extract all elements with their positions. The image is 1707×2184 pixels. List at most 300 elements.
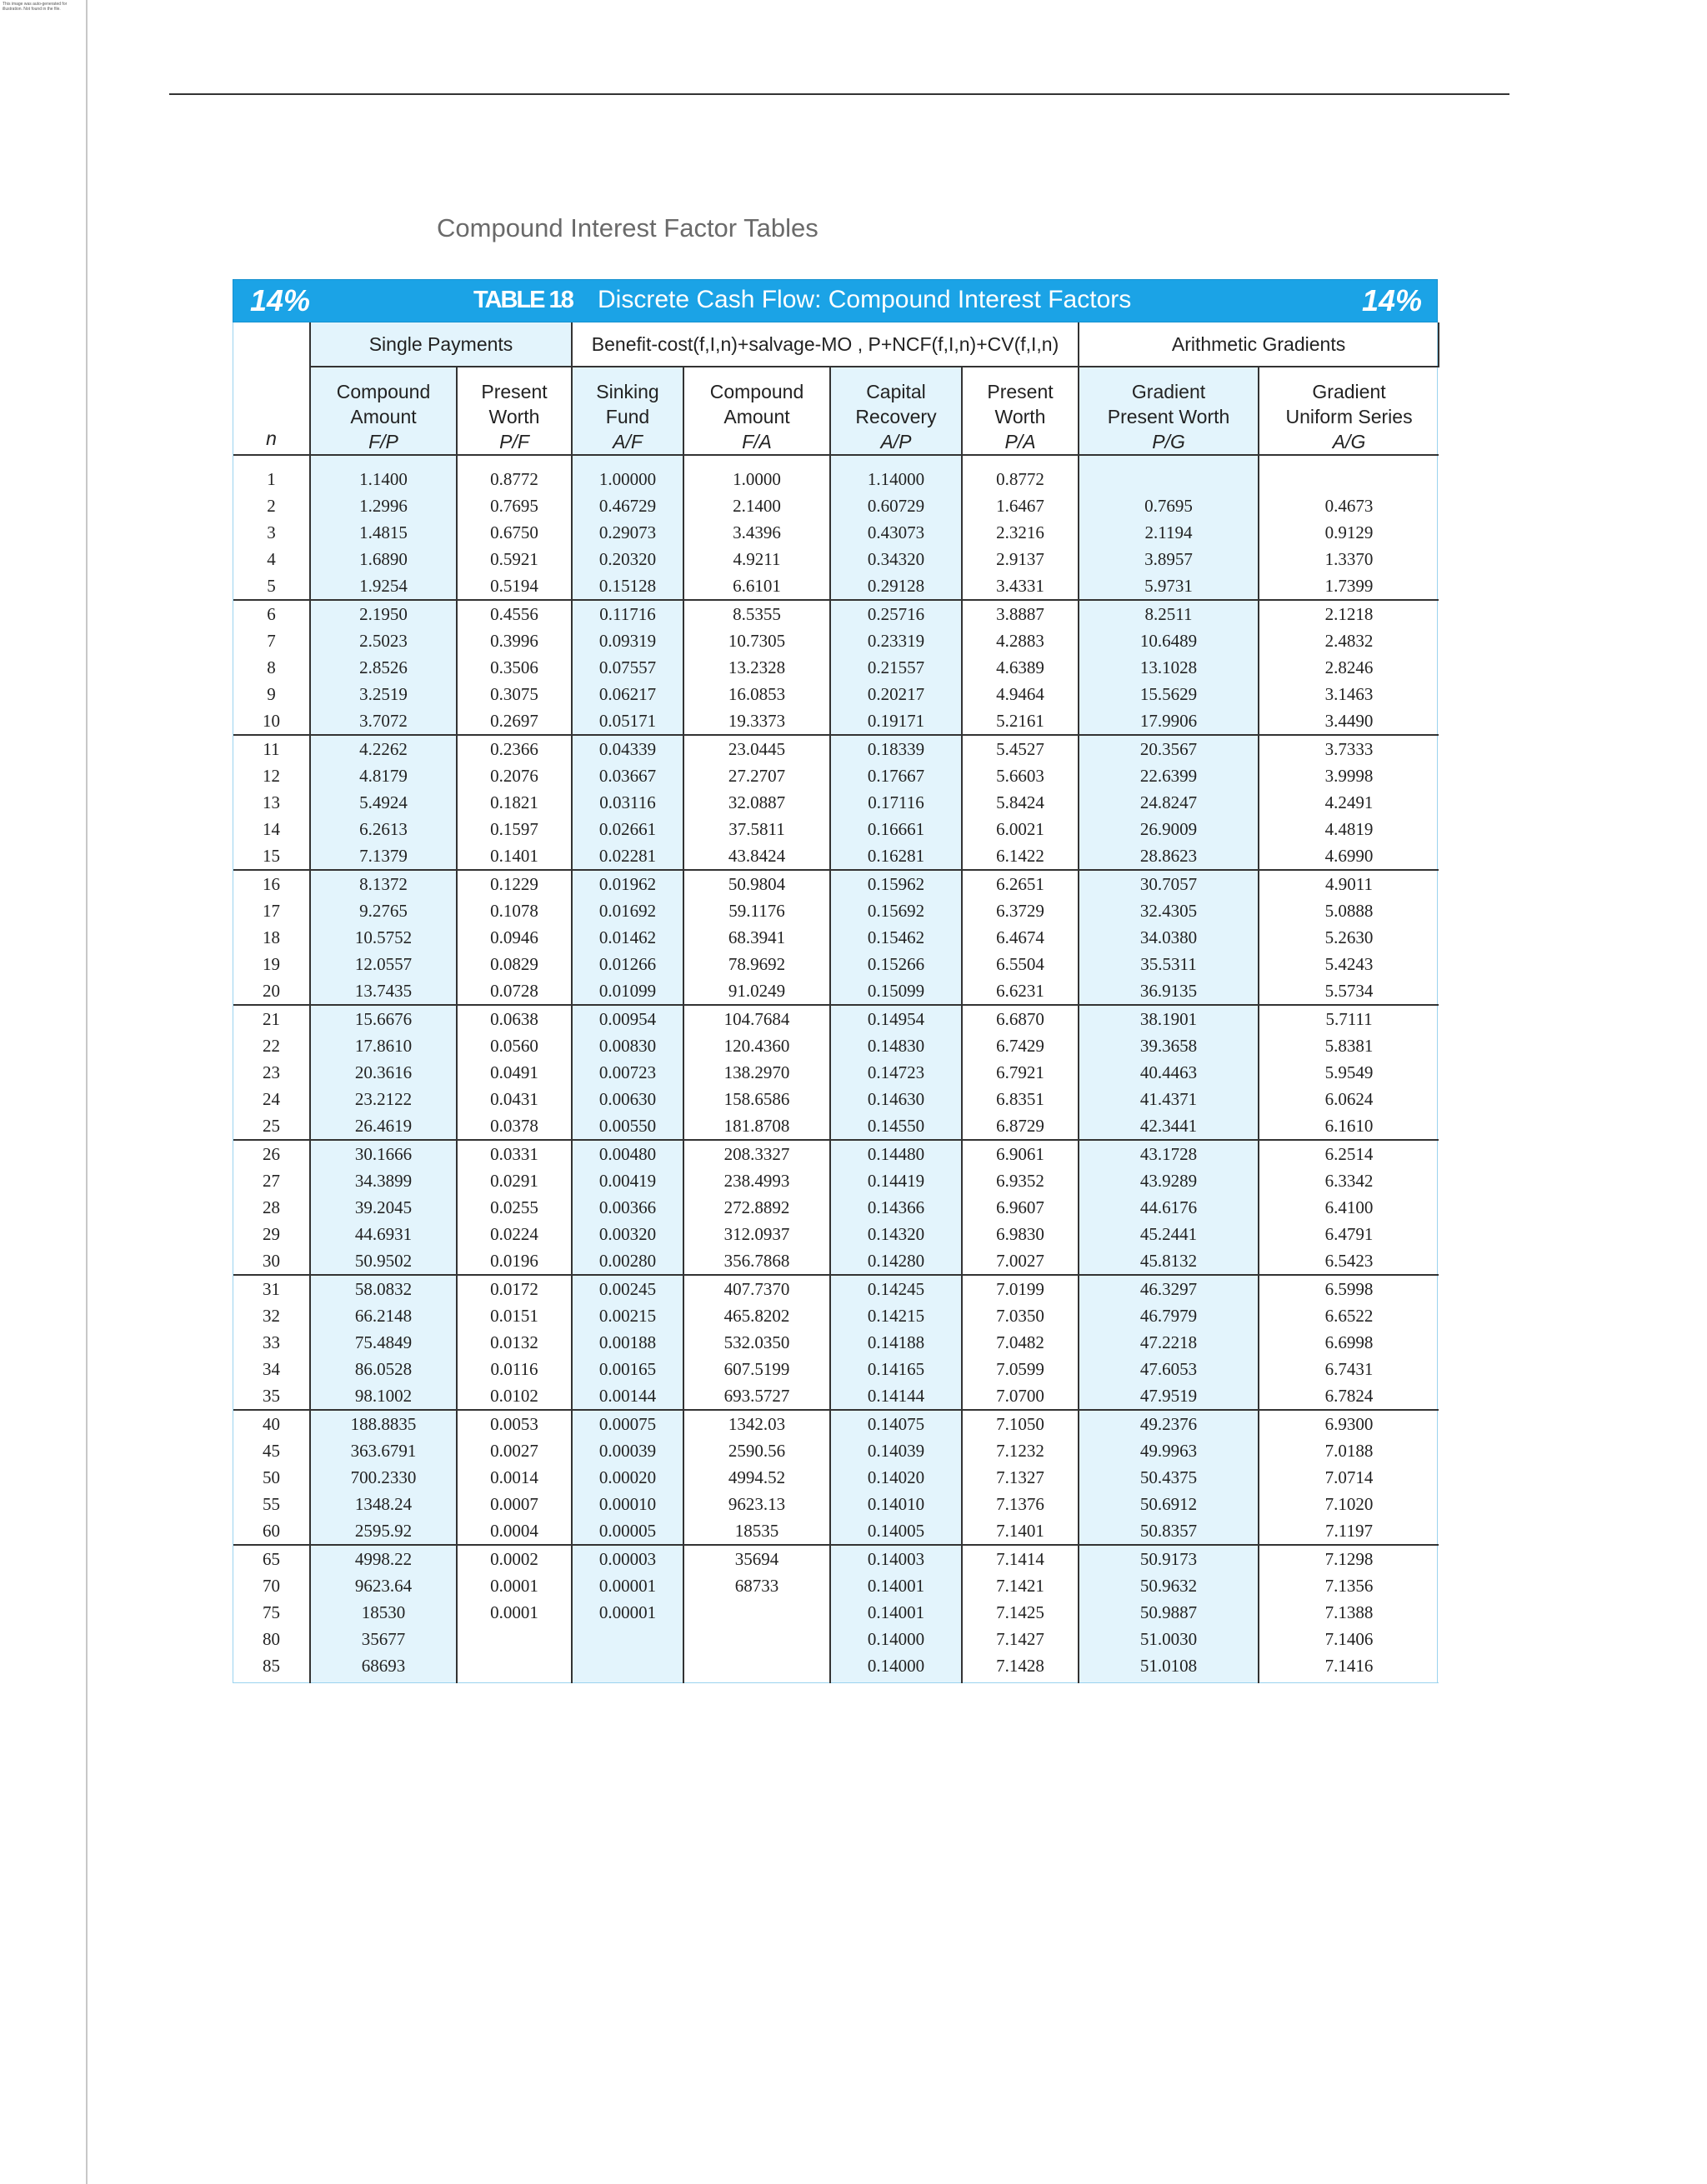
factor-cell: 3.7333 [1259, 735, 1439, 762]
factor-cell: 9623.64 [310, 1572, 457, 1599]
factor-cell: 6.4791 [1259, 1221, 1439, 1247]
factor-cell: 1.2996 [310, 492, 457, 519]
table-row [233, 897, 1439, 924]
factor-symbol: A/F [613, 431, 643, 452]
factor-cell: 0.14320 [830, 1221, 962, 1247]
table-row [233, 870, 1439, 897]
factor-cell: 2590.56 [683, 1437, 830, 1464]
factor-cell: 7.1379 [310, 842, 457, 870]
factor-cell: 0.01266 [572, 951, 683, 977]
factor-cell: 7.1414 [962, 1545, 1079, 1572]
factor-table-container [233, 279, 1438, 1683]
factor-symbol: P/F [499, 431, 529, 452]
factor-cell: 0.1401 [457, 842, 572, 870]
table-row [233, 546, 1439, 572]
factor-cell: 7.1020 [1259, 1491, 1439, 1517]
factor-cell: 208.3327 [683, 1140, 830, 1167]
factor-cell: 24.8247 [1079, 789, 1259, 816]
factor-cell: 68693 [310, 1652, 457, 1683]
factor-cell: 1.0000 [683, 455, 830, 492]
factor-cell: 7.1197 [1259, 1517, 1439, 1545]
factor-cell: 6.2651 [962, 870, 1079, 897]
factor-cell: 6.9607 [962, 1194, 1079, 1221]
factor-cell: 7.1388 [1259, 1599, 1439, 1626]
period-cell: 45 [233, 1437, 310, 1464]
column-header-p-f [457, 367, 572, 455]
column-header-label: Compound [709, 381, 804, 402]
table-row [233, 654, 1439, 681]
factor-cell: 10.7305 [683, 627, 830, 654]
column-header-label: Amount [723, 406, 790, 427]
factor-cell: 6.6231 [962, 977, 1079, 1005]
factor-cell: 0.4673 [1259, 492, 1439, 519]
factor-symbol: F/A [742, 431, 772, 452]
page-heading: Compound Interest Factor Tables [437, 213, 818, 242]
factor-cell: 22.6399 [1079, 762, 1259, 789]
factor-cell: 0.14366 [830, 1194, 962, 1221]
factor-cell: 0.14188 [830, 1329, 962, 1356]
factor-cell: 0.15462 [830, 924, 962, 951]
factor-cell: 35694 [683, 1545, 830, 1572]
factor-cell: 0.14003 [830, 1545, 962, 1572]
table-row [233, 455, 1439, 492]
factor-cell: 50.9632 [1079, 1572, 1259, 1599]
factor-cell: 0.01462 [572, 924, 683, 951]
factor-cell: 34.0380 [1079, 924, 1259, 951]
factor-cell: 66.2148 [310, 1302, 457, 1329]
factor-cell: 2.1218 [1259, 600, 1439, 627]
factor-cell: 6.2514 [1259, 1140, 1439, 1167]
factor-cell: 1.3370 [1259, 546, 1439, 572]
factor-cell: 2.5023 [310, 627, 457, 654]
n-header-label: n [266, 427, 277, 449]
factor-cell: 0.00144 [572, 1382, 683, 1410]
factor-cell: 7.1427 [962, 1626, 1079, 1652]
factor-cell: 6.5423 [1259, 1247, 1439, 1275]
factor-cell: 0.2697 [457, 707, 572, 735]
factor-cell: 0.0001 [457, 1599, 572, 1626]
factor-cell: 0.00215 [572, 1302, 683, 1329]
table-row [233, 762, 1439, 789]
factor-cell: 5.9731 [1079, 572, 1259, 600]
factor-cell: 35.5311 [1079, 951, 1259, 977]
factor-cell: 39.3658 [1079, 1032, 1259, 1059]
period-cell: 60 [233, 1517, 310, 1545]
table-row [233, 1086, 1439, 1112]
factor-cell: 0.0102 [457, 1382, 572, 1410]
factor-cell: 4.4819 [1259, 816, 1439, 842]
column-header-a-f [572, 367, 683, 455]
factor-cell: 7.1416 [1259, 1652, 1439, 1683]
period-cell: 25 [233, 1112, 310, 1140]
factor-cell: 7.0599 [962, 1356, 1079, 1382]
factor-cell: 0.2366 [457, 735, 572, 762]
factor-cell: 0.14165 [830, 1356, 962, 1382]
factor-cell: 15.5629 [1079, 681, 1259, 707]
period-cell: 12 [233, 762, 310, 789]
factor-cell: 1.14000 [830, 455, 962, 492]
factor-cell: 50.9502 [310, 1247, 457, 1275]
table-row [233, 1626, 1439, 1652]
table-data [233, 455, 1439, 1683]
corner-note: This image was auto-generated for illustration. Not found in the file. [3, 2, 68, 12]
factor-cell: 0.0291 [457, 1167, 572, 1194]
factor-cell: 5.2161 [962, 707, 1079, 735]
rate-left: 14% [250, 283, 311, 317]
factor-cell: 4.2491 [1259, 789, 1439, 816]
factor-cell: 50.9173 [1079, 1545, 1259, 1572]
factor-cell: 0.00005 [572, 1517, 683, 1545]
period-cell: 13 [233, 789, 310, 816]
period-cell: 6 [233, 600, 310, 627]
factor-cell: 0.03116 [572, 789, 683, 816]
factor-cell: 0.1229 [457, 870, 572, 897]
top-rule [169, 93, 1509, 95]
factor-cell: 0.14000 [830, 1626, 962, 1652]
factor-cell: 0.34320 [830, 546, 962, 572]
factor-cell: 0.0116 [457, 1356, 572, 1382]
factor-cell: 50.9804 [683, 870, 830, 897]
factor-cell [572, 1652, 683, 1683]
factor-cell: 0.9129 [1259, 519, 1439, 546]
period-cell: 70 [233, 1572, 310, 1599]
factor-cell: 43.1728 [1079, 1140, 1259, 1167]
factor-cell: 7.0199 [962, 1275, 1079, 1302]
factor-cell: 0.0132 [457, 1329, 572, 1356]
factor-cell [457, 1626, 572, 1652]
factor-symbol: P/G [1152, 431, 1185, 452]
column-header-p-a [962, 367, 1079, 455]
factor-cell: 59.1176 [683, 897, 830, 924]
factor-cell: 6.6522 [1259, 1302, 1439, 1329]
period-cell: 85 [233, 1652, 310, 1683]
factor-cell: 0.0491 [457, 1059, 572, 1086]
table-row [233, 1491, 1439, 1517]
factor-cell: 46.3297 [1079, 1275, 1259, 1302]
column-header-f-a [683, 367, 830, 455]
factor-cell: 0.00039 [572, 1437, 683, 1464]
factor-cell: 0.04339 [572, 735, 683, 762]
factor-cell: 0.14419 [830, 1167, 962, 1194]
factor-cell: 30.1666 [310, 1140, 457, 1167]
period-cell: 15 [233, 842, 310, 870]
column-header-label: Worth [994, 406, 1046, 427]
factor-cell: 18535 [683, 1517, 830, 1545]
period-cell: 50 [233, 1464, 310, 1491]
factor-cell: 0.00723 [572, 1059, 683, 1086]
period-cell: 21 [233, 1005, 310, 1032]
factor-cell: 5.8424 [962, 789, 1079, 816]
factor-cell: 0.14954 [830, 1005, 962, 1032]
factor-cell: 0.14480 [830, 1140, 962, 1167]
factor-cell: 44.6931 [310, 1221, 457, 1247]
table-row [233, 492, 1439, 519]
column-header-row [233, 367, 1439, 455]
column-header-label: Uniform Series [1285, 406, 1413, 427]
factor-cell: 50.4375 [1079, 1464, 1259, 1491]
factor-cell: 2.3216 [962, 519, 1079, 546]
factor-cell: 465.8202 [683, 1302, 830, 1329]
table-row [233, 1032, 1439, 1059]
factor-cell: 138.2970 [683, 1059, 830, 1086]
factor-cell: 693.5727 [683, 1382, 830, 1410]
factor-cell: 1.6890 [310, 546, 457, 572]
factor-cell: 407.7370 [683, 1275, 830, 1302]
factor-cell [683, 1626, 830, 1652]
period-cell: 11 [233, 735, 310, 762]
factor-cell: 0.01962 [572, 870, 683, 897]
factor-cell: 5.0888 [1259, 897, 1439, 924]
factor-cell: 0.14010 [830, 1491, 962, 1517]
table-row [233, 1221, 1439, 1247]
factor-cell: 4994.52 [683, 1464, 830, 1491]
factor-cell: 2.1950 [310, 600, 457, 627]
factor-cell: 0.15099 [830, 977, 962, 1005]
factor-cell: 0.20217 [830, 681, 962, 707]
factor-cell: 0.0331 [457, 1140, 572, 1167]
factor-cell: 0.0946 [457, 924, 572, 951]
factor-cell: 0.1078 [457, 897, 572, 924]
factor-cell: 0.00245 [572, 1275, 683, 1302]
factor-cell: 1.6467 [962, 492, 1079, 519]
period-cell: 5 [233, 572, 310, 600]
factor-cell: 0.23319 [830, 627, 962, 654]
table-row [233, 1356, 1439, 1382]
factor-cell [572, 1626, 683, 1652]
factor-cell: 1.00000 [572, 455, 683, 492]
factor-cell: 7.1298 [1259, 1545, 1439, 1572]
factor-cell: 700.2330 [310, 1464, 457, 1491]
factor-cell: 6.6998 [1259, 1329, 1439, 1356]
factor-cell: 20.3616 [310, 1059, 457, 1086]
factor-cell: 0.14000 [830, 1652, 962, 1683]
table-label: TABLE 18 [473, 287, 573, 313]
factor-cell: 7.0714 [1259, 1464, 1439, 1491]
table-row [233, 1572, 1439, 1599]
factor-cell [1079, 455, 1259, 492]
factor-cell: 0.0224 [457, 1221, 572, 1247]
factor-cell: 0.14144 [830, 1382, 962, 1410]
period-cell: 40 [233, 1410, 310, 1437]
column-header-label: Capital [866, 381, 926, 402]
period-cell: 2 [233, 492, 310, 519]
factor-cell: 0.0151 [457, 1302, 572, 1329]
factor-cell: 7.1428 [962, 1652, 1079, 1683]
factor-cell: 47.6053 [1079, 1356, 1259, 1382]
factor-cell: 6.9830 [962, 1221, 1079, 1247]
factor-cell: 0.19171 [830, 707, 962, 735]
factor-cell: 1.9254 [310, 572, 457, 600]
factor-cell: 238.4993 [683, 1167, 830, 1194]
factor-cell: 312.0937 [683, 1221, 830, 1247]
factor-cell: 0.15692 [830, 897, 962, 924]
factor-cell: 4.9211 [683, 546, 830, 572]
factor-cell: 7.1356 [1259, 1572, 1439, 1599]
column-header-label: Gradient [1312, 381, 1386, 402]
factor-cell: 27.2707 [683, 762, 830, 789]
factor-cell: 0.16661 [830, 816, 962, 842]
factor-cell: 3.9998 [1259, 762, 1439, 789]
factor-cell: 7.1425 [962, 1599, 1079, 1626]
table-row [233, 924, 1439, 951]
factor-cell: 7.1376 [962, 1491, 1079, 1517]
period-cell: 65 [233, 1545, 310, 1572]
group-header-row [233, 322, 1439, 367]
factor-cell: 0.14280 [830, 1247, 962, 1275]
table-row [233, 789, 1439, 816]
period-cell: 22 [233, 1032, 310, 1059]
factor-cell: 12.0557 [310, 951, 457, 977]
column-header-label: Recovery [855, 406, 937, 427]
table-row [233, 1005, 1439, 1032]
table-row [233, 1167, 1439, 1194]
factor-cell: 5.4527 [962, 735, 1079, 762]
factor-cell: 0.0001 [457, 1572, 572, 1599]
group-uniform-series: Benefit-cost(f,I,n)+salvage-MO , P+NCF(f,I,n)+CV(f,I,n) [572, 322, 1079, 367]
factor-cell: 91.0249 [683, 977, 830, 1005]
factor-cell: 2.1194 [1079, 519, 1259, 546]
factor-cell: 158.6586 [683, 1086, 830, 1112]
table-row [233, 572, 1439, 600]
factor-cell: 0.14830 [830, 1032, 962, 1059]
period-cell: 24 [233, 1086, 310, 1112]
factor-cell: 0.25716 [830, 600, 962, 627]
factor-cell: 0.16281 [830, 842, 962, 870]
factor-cell: 0.18339 [830, 735, 962, 762]
factor-cell: 6.7429 [962, 1032, 1079, 1059]
column-header-label: Present [481, 381, 548, 402]
factor-cell: 0.14075 [830, 1410, 962, 1437]
factor-cell: 3.4331 [962, 572, 1079, 600]
factor-cell: 35677 [310, 1626, 457, 1652]
factor-cell: 0.46729 [572, 492, 683, 519]
factor-cell: 7.0700 [962, 1382, 1079, 1410]
factor-cell [683, 1599, 830, 1626]
column-header-label: Present Worth [1107, 406, 1230, 427]
factor-cell: 5.7111 [1259, 1005, 1439, 1032]
factor-cell: 41.4371 [1079, 1086, 1259, 1112]
table-row [233, 842, 1439, 870]
factor-cell: 0.5921 [457, 546, 572, 572]
factor-cell: 4.9011 [1259, 870, 1439, 897]
factor-cell: 0.0004 [457, 1517, 572, 1545]
factor-cell: 45.8132 [1079, 1247, 1259, 1275]
factor-cell: 0.05171 [572, 707, 683, 735]
factor-symbol: A/G [1332, 431, 1366, 452]
factor-cell: 0.0014 [457, 1464, 572, 1491]
factor-symbol: F/P [368, 431, 398, 452]
factor-cell: 40.4463 [1079, 1059, 1259, 1086]
factor-cell: 0.1821 [457, 789, 572, 816]
period-cell: 14 [233, 816, 310, 842]
factor-cell: 0.0560 [457, 1032, 572, 1059]
factor-cell: 532.0350 [683, 1329, 830, 1356]
table-row [233, 1382, 1439, 1410]
factor-cell: 7.1421 [962, 1572, 1079, 1599]
factor-cell: 0.00830 [572, 1032, 683, 1059]
factor-cell: 7.1406 [1259, 1626, 1439, 1652]
factor-cell: 2.8246 [1259, 654, 1439, 681]
factor-cell: 86.0528 [310, 1356, 457, 1382]
factor-cell: 0.5194 [457, 572, 572, 600]
factor-cell: 0.14001 [830, 1599, 962, 1626]
factor-cell: 49.2376 [1079, 1410, 1259, 1437]
period-cell: 23 [233, 1059, 310, 1086]
column-header-a-g [1259, 367, 1439, 455]
period-cell: 26 [233, 1140, 310, 1167]
factor-cell: 98.1002 [310, 1382, 457, 1410]
factor-cell: 0.7695 [457, 492, 572, 519]
period-cell: 4 [233, 546, 310, 572]
factor-cell: 15.6676 [310, 1005, 457, 1032]
factor-cell: 43.9289 [1079, 1167, 1259, 1194]
factor-cell: 4.6990 [1259, 842, 1439, 870]
period-cell: 31 [233, 1275, 310, 1302]
factor-cell: 0.0255 [457, 1194, 572, 1221]
period-cell: 55 [233, 1491, 310, 1517]
table-row [233, 735, 1439, 762]
table-title-bar [233, 279, 1438, 322]
table-row [233, 1437, 1439, 1464]
factor-cell: 6.8351 [962, 1086, 1079, 1112]
factor-cell: 0.8772 [457, 455, 572, 492]
factor-cell: 32.0887 [683, 789, 830, 816]
factor-cell: 17.8610 [310, 1032, 457, 1059]
period-cell: 32 [233, 1302, 310, 1329]
table-caption: Discrete Cash Flow: Compound Interest Factors [598, 286, 1132, 313]
factor-cell: 0.00419 [572, 1167, 683, 1194]
table-row [233, 816, 1439, 842]
factor-cell: 16.0853 [683, 681, 830, 707]
factor-cell: 0.00020 [572, 1464, 683, 1491]
factor-cell: 0.6750 [457, 519, 572, 546]
column-header-label: Amount [350, 406, 417, 427]
factor-cell: 0.00480 [572, 1140, 683, 1167]
factor-cell: 0.0053 [457, 1410, 572, 1437]
factor-cell: 68733 [683, 1572, 830, 1599]
period-cell: 1 [233, 455, 310, 492]
factor-cell: 6.9061 [962, 1140, 1079, 1167]
factor-cell: 0.1597 [457, 816, 572, 842]
factor-cell: 28.8623 [1079, 842, 1259, 870]
table-row [233, 519, 1439, 546]
factor-cell: 0.11716 [572, 600, 683, 627]
factor-cell: 0.29128 [830, 572, 962, 600]
period-cell: 28 [233, 1194, 310, 1221]
factor-cell: 0.14550 [830, 1112, 962, 1140]
factor-cell: 49.9963 [1079, 1437, 1259, 1464]
factor-cell: 0.00188 [572, 1329, 683, 1356]
factor-cell: 0.3075 [457, 681, 572, 707]
column-header-label: Present [987, 381, 1054, 402]
factor-cell: 0.0378 [457, 1112, 572, 1140]
factor-cell: 0.00165 [572, 1356, 683, 1382]
factor-cell: 4998.22 [310, 1545, 457, 1572]
factor-symbol: P/A [1004, 431, 1036, 452]
column-header-label: Sinking [596, 381, 659, 402]
period-cell: 17 [233, 897, 310, 924]
factor-cell: 0.0728 [457, 977, 572, 1005]
table-row [233, 951, 1439, 977]
factor-cell: 4.2883 [962, 627, 1079, 654]
table-row [233, 1059, 1439, 1086]
table-row [233, 1112, 1439, 1140]
column-header-label: Gradient [1131, 381, 1206, 402]
factor-cell: 43.8424 [683, 842, 830, 870]
factor-cell: 6.3729 [962, 897, 1079, 924]
factor-cell: 0.15962 [830, 870, 962, 897]
factor-cell: 18530 [310, 1599, 457, 1626]
